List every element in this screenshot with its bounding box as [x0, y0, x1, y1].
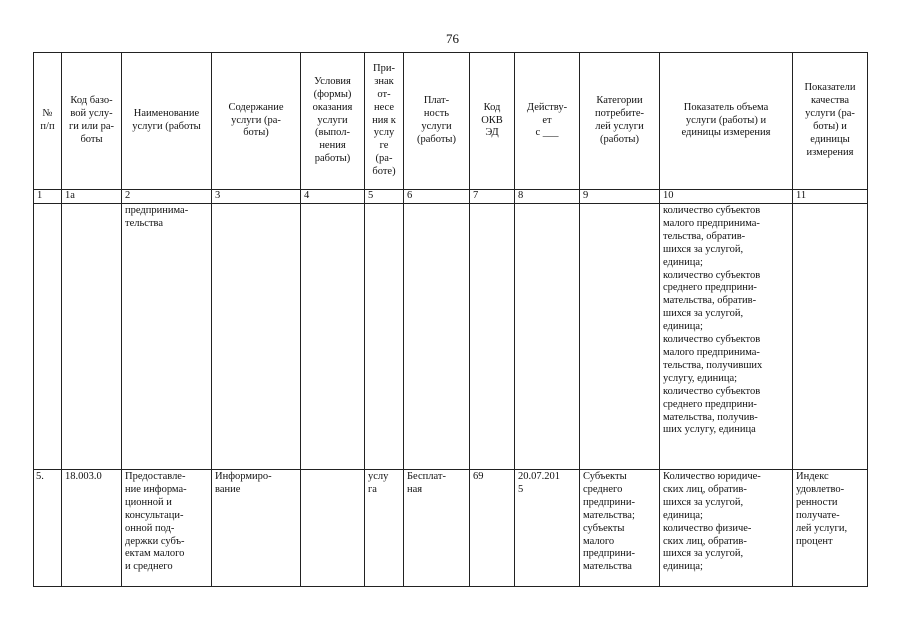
text-line: Содержание — [228, 101, 284, 113]
text-line: Категории — [596, 95, 643, 107]
cell-volume-indicator — [660, 470, 793, 587]
cell-base-code: 18.003.0 — [62, 470, 122, 587]
text-line: Информиро- — [215, 471, 272, 482]
header-cell-number — [34, 53, 62, 190]
text-line: (выпол- — [315, 127, 350, 139]
column-number-cell: 9 — [580, 190, 660, 204]
text-line: При- — [373, 62, 395, 74]
text-line: боты) — [243, 127, 269, 139]
text-line: услуги — [421, 121, 452, 132]
header-cell-attribute — [365, 53, 404, 190]
cell-effective-from — [515, 470, 580, 587]
text-line: тельства, обратив- — [663, 230, 746, 242]
header-cell-effective-from — [515, 53, 580, 190]
header-cell-service-content — [212, 53, 301, 190]
cell-conditions — [301, 470, 365, 587]
text-line: 20.07.201 — [518, 471, 560, 482]
text-line: среднего предприни- — [663, 398, 757, 410]
cell-service-content — [212, 470, 301, 587]
text-line: держки субъ- — [125, 535, 185, 547]
column-number-cell: 3 — [212, 190, 301, 204]
text-line: ге — [379, 140, 389, 152]
column-number-cell: 1 — [34, 190, 62, 204]
text-line: ских лиц, обратив- — [663, 535, 747, 547]
text-line: получате- — [796, 509, 840, 521]
text-line: измерения — [806, 146, 854, 158]
text-line: мательства, получив- — [663, 411, 758, 423]
cell-consumers — [580, 470, 660, 587]
text-line: лей услуги, — [796, 522, 848, 534]
header-cell-quality-indicator — [793, 53, 868, 190]
text-line: потребите- — [594, 108, 645, 120]
text-line: малого — [583, 535, 615, 547]
column-number-cell: 11 — [793, 190, 868, 204]
text-line: ЭД — [485, 127, 499, 139]
text-line: количество субъектов — [663, 205, 761, 216]
text-line: услуги (ра- — [805, 108, 855, 120]
text-line: ние информа- — [125, 483, 187, 495]
header-cell-volume-indicator — [660, 53, 793, 190]
column-number-cell: 8 — [515, 190, 580, 204]
header-cell-okved — [470, 53, 515, 190]
text-line: ренности — [796, 496, 838, 508]
text-line: мательства; — [583, 509, 635, 521]
cell-attribute — [365, 470, 404, 587]
text-line: Код базо- — [70, 95, 113, 107]
text-line: Субъекты — [583, 471, 627, 482]
column-number-cell: 6 — [404, 190, 470, 204]
cell-quality-indicator — [793, 204, 868, 470]
header-cell-service-name — [122, 53, 212, 190]
text-line: мательства, обратив- — [663, 295, 757, 307]
text-line: Показатели — [804, 82, 856, 94]
text-line: шихся за услугой, — [663, 548, 744, 560]
text-line: (работы) — [416, 133, 456, 145]
text-line: Действу- — [526, 101, 568, 113]
text-line: удовлетво- — [796, 483, 845, 495]
text-line: ОКВ — [481, 114, 503, 126]
column-number-row — [34, 190, 868, 204]
text-line: единица; — [663, 321, 703, 333]
text-line: количество физиче- — [663, 522, 752, 534]
text-line: среднего — [583, 483, 623, 495]
text-line: Индекс — [796, 471, 829, 482]
header-cell-base-code — [62, 53, 122, 190]
text-line: услу — [373, 127, 395, 139]
table-header-row — [34, 53, 868, 190]
text-line: услуги (работы — [132, 121, 201, 132]
table-row-continuation — [34, 204, 868, 470]
text-line: предприни- — [583, 548, 635, 560]
text-line: Код — [483, 101, 501, 113]
text-line: мательства — [583, 561, 632, 573]
text-line: единицы измерения — [681, 127, 771, 139]
cell-okved — [470, 204, 515, 470]
cell-consumers — [580, 204, 660, 470]
text-line: 69 — [473, 471, 484, 482]
cell-quality-indicator — [793, 470, 868, 587]
text-line: единица; — [663, 509, 703, 521]
text-line: ектам малого — [125, 548, 185, 560]
text-line: шихся за услугой, — [663, 243, 744, 255]
page-number: 76 — [446, 31, 459, 46]
text-line: услуги (ра- — [231, 114, 281, 126]
text-line: 5 — [518, 483, 524, 495]
text-line: качества — [810, 95, 850, 107]
text-line: услу — [368, 471, 389, 482]
text-line: вой услу- — [70, 108, 113, 120]
text-line: субъекты — [583, 522, 625, 534]
text-line: количество субъектов — [663, 385, 761, 397]
cell-number — [34, 204, 62, 470]
text-line: ших услугу, единица — [663, 424, 756, 436]
text-line: предпринима- — [125, 205, 189, 216]
cell-okved — [470, 470, 515, 587]
text-line: среднего предприни- — [663, 282, 757, 294]
text-line: боте) — [372, 166, 396, 178]
header-cell-payment — [404, 53, 470, 190]
text-line: Предоставле- — [125, 471, 186, 482]
text-line: с ___ — [535, 127, 559, 139]
text-line: лей услуги — [595, 121, 644, 132]
cell-payment — [404, 204, 470, 470]
text-line: консультаци- — [125, 509, 184, 521]
text-line: и среднего — [125, 561, 173, 573]
text-line: знак — [374, 75, 394, 87]
text-line: Плат- — [423, 95, 450, 107]
text-line: Количество юридиче- — [663, 471, 761, 482]
cell-payment — [404, 470, 470, 587]
text-line: услуги — [317, 114, 348, 126]
text-line: нения — [319, 140, 346, 152]
text-line: (работы) — [599, 133, 639, 145]
text-line: тельства, получивших — [663, 359, 763, 371]
text-line: шихся за услугой, — [663, 308, 744, 320]
cell-attribute — [365, 204, 404, 470]
text-line: ги или ра- — [68, 121, 115, 132]
text-line: боты) и — [813, 121, 847, 132]
text-line: Показатель объема — [683, 101, 769, 113]
text-line: (ра- — [375, 153, 393, 165]
text-line: ная — [407, 483, 423, 495]
text-line: единица; — [663, 256, 703, 268]
text-line: ских лиц, обратив- — [663, 483, 747, 495]
column-number-cell: 1а — [62, 190, 122, 204]
text-line: вание — [215, 483, 241, 495]
text-line: процент — [796, 535, 833, 547]
text-line: ность — [423, 108, 450, 120]
cell-volume-indicator — [660, 204, 793, 470]
column-number-cell: 5 — [365, 190, 404, 204]
text-line: ния к — [372, 114, 396, 126]
text-line: количество субъектов — [663, 269, 761, 281]
column-number-cell: 7 — [470, 190, 515, 204]
text-line: единицы — [810, 133, 850, 145]
text-line: Наименование — [133, 108, 200, 120]
text-line: тельства — [125, 217, 164, 229]
text-line: онной под- — [125, 522, 175, 534]
text-line: от- — [377, 88, 391, 100]
text-line: услуги (работы) и — [685, 114, 767, 126]
cell-service-name — [122, 204, 212, 470]
column-number-cell: 10 — [660, 190, 793, 204]
text-line: (формы) — [313, 88, 352, 100]
cell-service-content — [212, 204, 301, 470]
header-cell-consumers — [580, 53, 660, 190]
text-line: п/п — [40, 121, 55, 132]
text-line: количество субъектов — [663, 334, 761, 346]
services-registry-table — [33, 52, 868, 587]
text-line: работы) — [314, 153, 351, 165]
column-number-cell: 2 — [122, 190, 212, 204]
header-cell-conditions — [301, 53, 365, 190]
text-line: га — [368, 483, 377, 495]
text-line: Бесплат- — [407, 471, 446, 482]
cell-conditions — [301, 204, 365, 470]
column-number-cell: 4 — [301, 190, 365, 204]
cell-service-name — [122, 470, 212, 587]
text-line: оказания — [312, 101, 353, 113]
cell-number: 5. — [34, 470, 62, 587]
text-line: предприни- — [583, 496, 635, 508]
text-line: несе — [374, 101, 394, 113]
cell-base-code — [62, 204, 122, 470]
text-line: Условия — [314, 75, 351, 87]
table-row-5 — [34, 470, 868, 587]
text-line: единица; — [663, 561, 703, 573]
text-line: № — [42, 108, 53, 120]
text-line: ционной и — [125, 496, 172, 508]
text-line: ет — [542, 114, 552, 126]
text-line: малого предпринима- — [663, 217, 760, 229]
text-line: малого предпринима- — [663, 346, 760, 358]
cell-effective-from — [515, 204, 580, 470]
text-line: боты — [80, 133, 103, 145]
text-line: шихся за услугой, — [663, 496, 744, 508]
text-line: услугу, единица; — [663, 372, 738, 384]
